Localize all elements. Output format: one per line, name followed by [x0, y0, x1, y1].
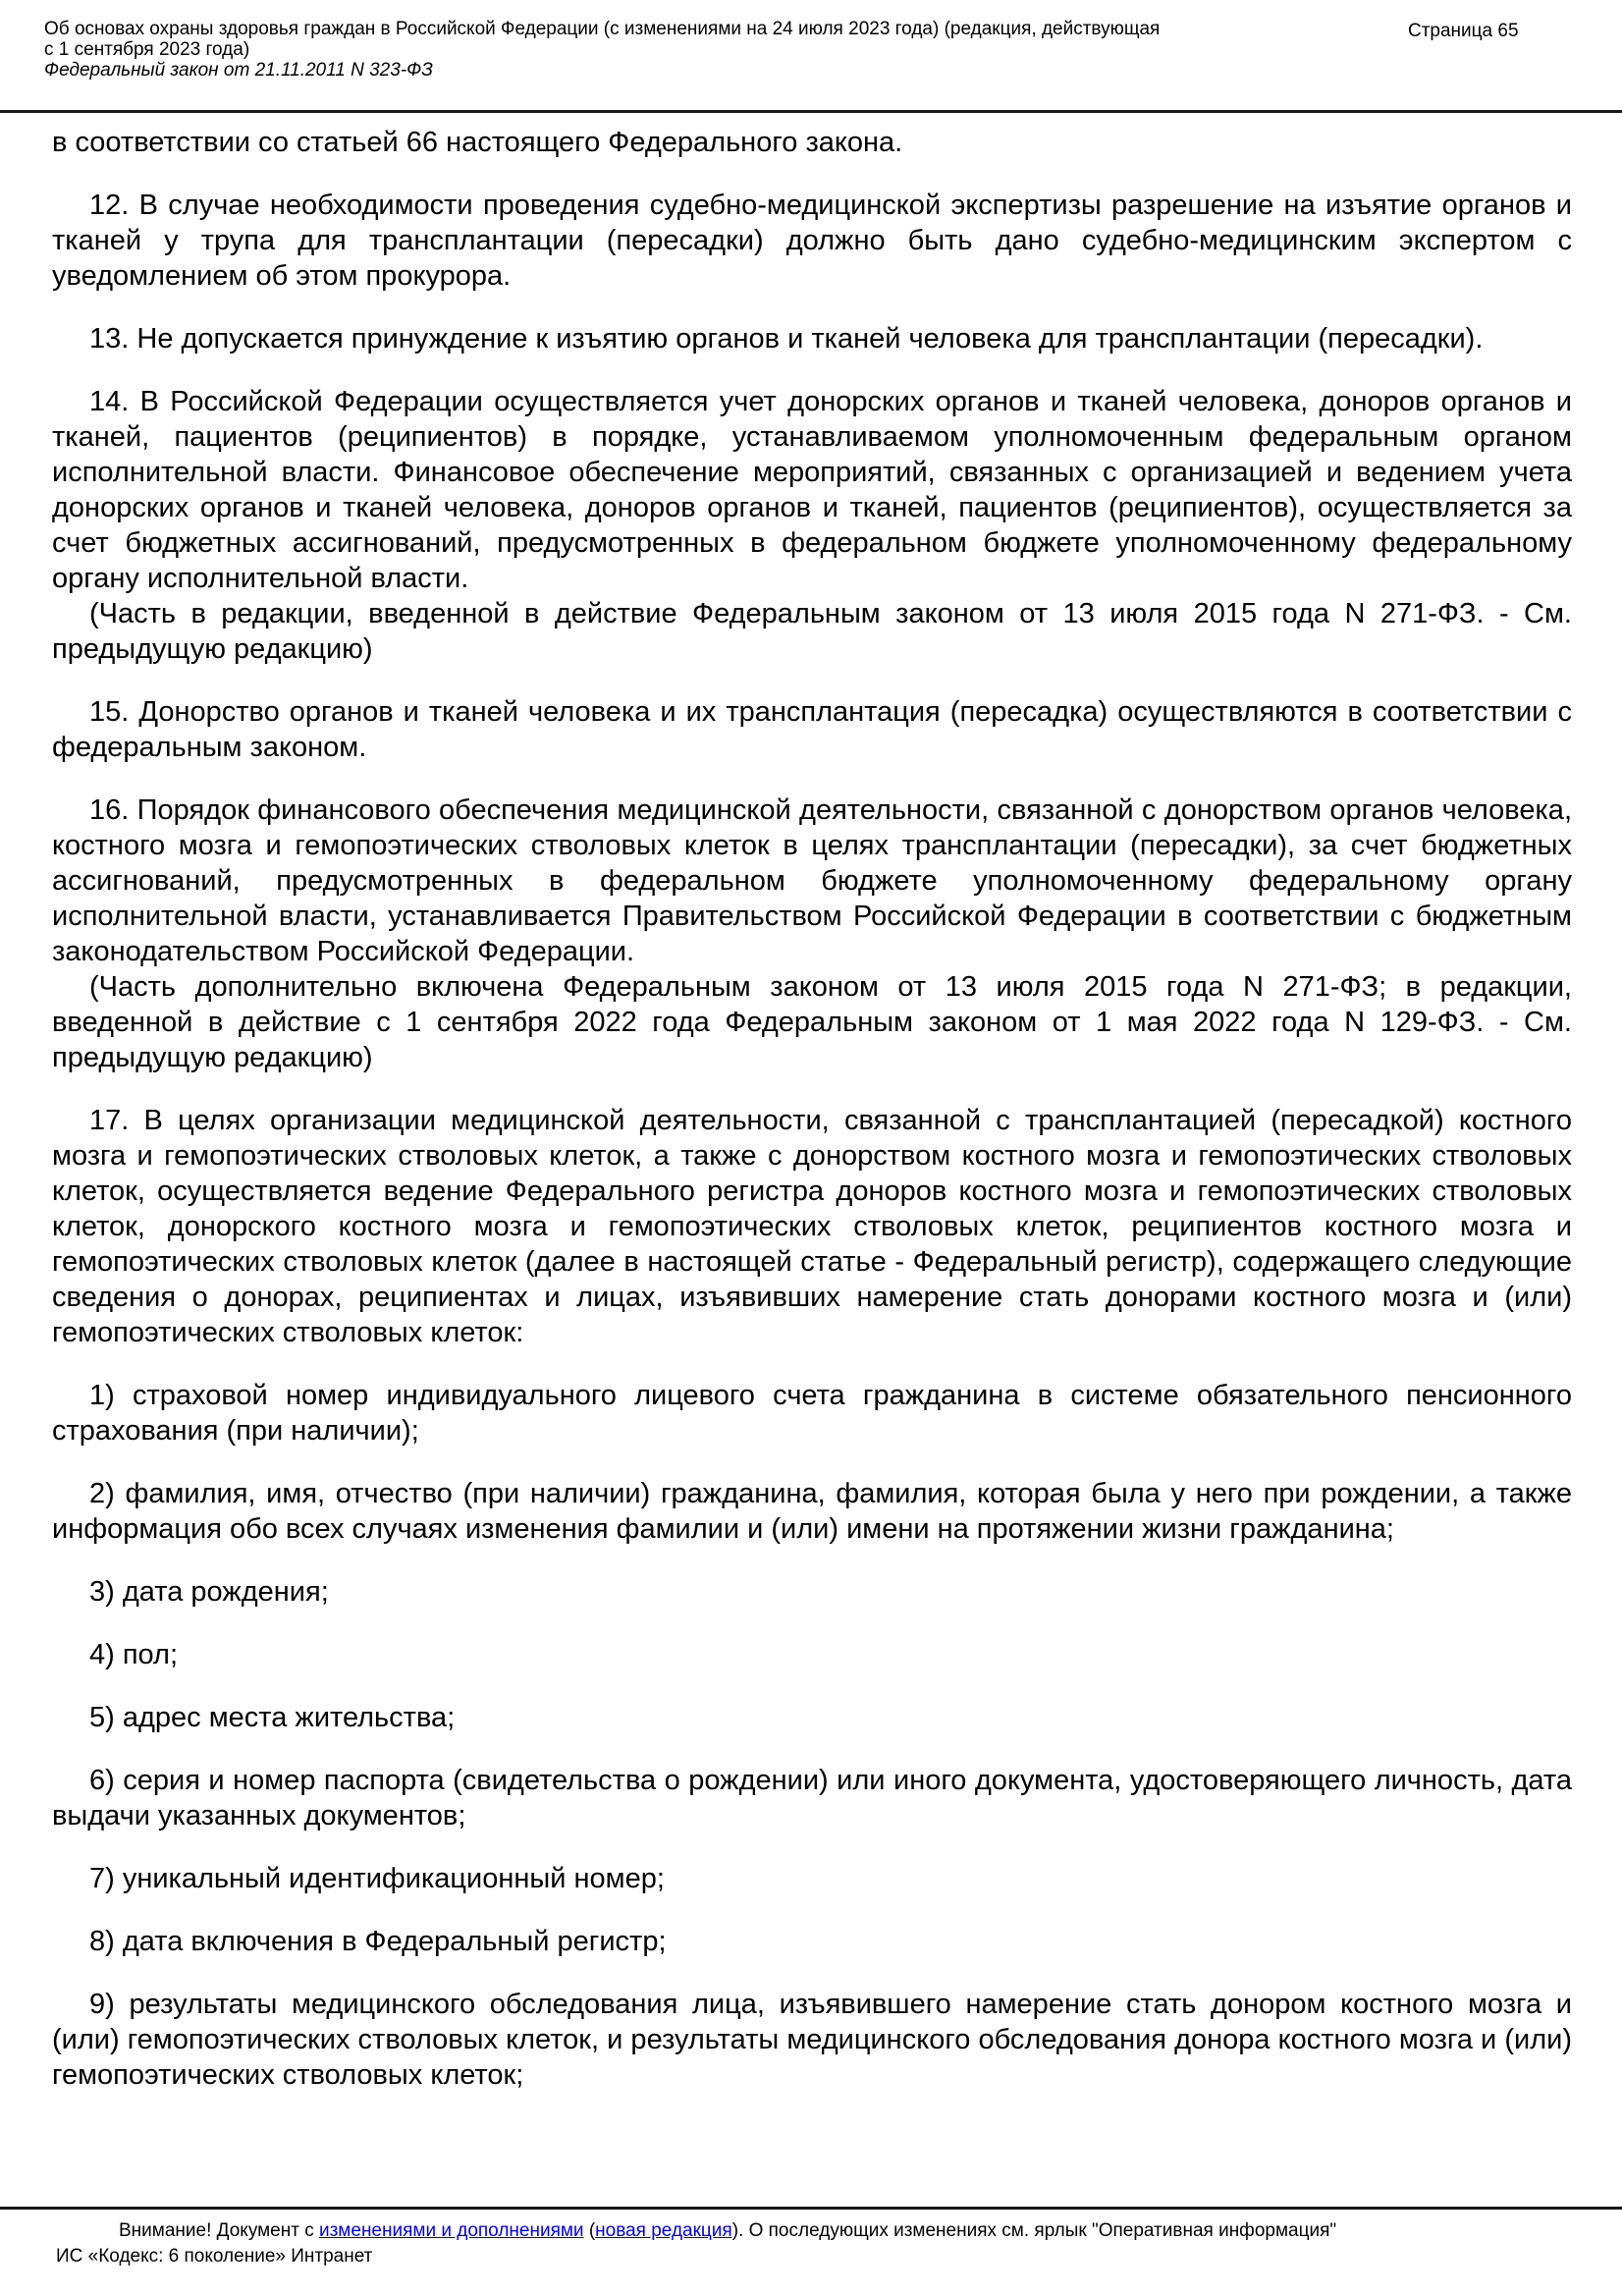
list-item: 6) серия и номер паспорта (свидетельства о рождении) или иного документа, удостоверяющего личность, дата выдачи указанных документов; — [52, 1765, 1572, 1831]
document-header — [44, 19, 1622, 81]
document-subtitle: Федеральный закон от 21.11.2011 N 323-ФЗ — [44, 60, 433, 81]
paragraph: 15. Донорство органов и тканей человека и их трансплантация (пересадка) осуществляются в соответствии с федеральным законом. — [52, 696, 1572, 763]
list-item: 1) страховой номер индивидуального лицевого счета гражданина в системе обязательного пенсионного страхования (при наличии); — [52, 1380, 1572, 1447]
paragraph: 14. В Российской Федерации осуществляется учет донорских органов и тканей человека, доноров органов и тканей, пациентов (реципиентов) в порядке, устанавливаемом уполномоченным федеральным органом исполнительной власти. Финансовое обеспечение мероприятий, связанных с организацией и ведением учета донорских органов и тканей человека, доноров органов и тканей, пациентов (реципиентов), осуществляется за счет бюджетных ассигнований, предусмотренных в федеральном бюджете уполномоченному федеральному органу исполнительной власти. — [52, 386, 1572, 594]
paragraph: 13. Не допускается принуждение к изъятию органов и тканей человека для трансплантации (пересадки). — [89, 323, 1484, 355]
list-item: 3) дата рождения; — [89, 1576, 329, 1608]
new-edition-link[interactable]: новая редакция — [595, 2220, 732, 2241]
footer-divider — [0, 2207, 1622, 2210]
list-item: 7) уникальный идентификационный номер; — [89, 1863, 665, 1894]
paragraph: в соответствии со статьей 66 настоящего Федерального закона. — [52, 127, 903, 158]
document-title-line1: Об основах охраны здоровья граждан в Российской Федерации (с изменениями на 24 июля 2023 года) (редакция, действующая — [44, 19, 1161, 39]
list-item: 5) адрес места жительства; — [89, 1702, 456, 1733]
list-item: 8) дата включения в Федеральный регистр; — [89, 1926, 667, 1957]
paragraph: 12. В случае необходимости проведения судебно-медицинской экспертизы разрешение на изъятие органов и тканей у трупа для трансплантации (пересадки) должно быть дано судебно-медицинским экспертом с уведомлением об этом прокурора. — [52, 190, 1572, 292]
paragraph: 17. В целях организации медицинской деятельности, связанной с трансплантацией (пересадкой) костного мозга и гемопоэтических стволовых клеток, а также с донорством костного мозга и гемопоэтических стволовых клеток, осуществляется ведение Федерального регистра доноров костного мозга и гемопоэтических стволовых клеток, донорского костного мозга и гемопоэтических стволовых клеток, реципиентов костного мозга и гемопоэтических стволовых клеток (далее в настоящей статье - Федеральный регистр), содержащего следующие сведения о донорах, реципиентах и лицах, изъявивших намерение стать донорами костного мозга и (или) гемопоэтических стволовых клеток: — [52, 1105, 1572, 1348]
paragraph: 16. Порядок финансового обеспечения медицинской деятельности, связанной с донорством органов человека, костного мозга и гемопоэтических стволовых клеток в целях трансплантации (пересадки), за счет бюджетных ассигнований, предусмотренных в федеральном бюджете уполномоченному федеральному органу исполнительной власти, устанавливается Правительством Российской Федерации в соответствии с бюджетным законодательством Российской Федерации. — [52, 794, 1572, 967]
paragraph-note: (Часть в редакции, введенной в действие Федеральным законом от 13 июля 2015 года N 271-ФЗ. - См. предыдущую редакцию) — [52, 598, 1572, 665]
document-footer — [56, 2218, 1593, 2269]
document-title-line2: с 1 сентября 2023 года) — [44, 39, 250, 60]
footer-notice-mid: ( — [583, 2220, 596, 2241]
changes-and-additions-link[interactable]: изменениями и дополнениями — [318, 2220, 584, 2241]
paragraph-note: (Часть дополнительно включена Федеральным законом от 13 июля 2015 года N 271-ФЗ; в редакции, введенной в действие с 1 сентября 2022 года Федеральным законом от 1 мая 2022 года N 129-ФЗ. - См. предыдущую редакцию) — [52, 971, 1572, 1073]
footer-notice — [56, 2218, 1593, 2244]
footer-notice-prefix: Внимание! Документ с — [119, 2220, 319, 2241]
footer-system-label: ИС «Кодекс: 6 поколение» Интранет — [56, 2246, 373, 2267]
page-number-label: Страница 65 — [1408, 21, 1519, 41]
document-body — [52, 125, 1572, 2093]
list-item: 4) пол; — [89, 1639, 179, 1670]
footer-notice-suffix: ). О последующих изменениях см. ярлык "Оперативная информация" — [731, 2220, 1337, 2241]
list-item: 9) результаты медицинского обследования лица, изъявившего намерение стать донором костного мозга и (или) гемопоэтических стволовых клеток, и результаты медицинского обследования донора костного мозга и (или) гемопоэтических стволовых клеток; — [52, 1989, 1572, 2091]
header-divider — [0, 110, 1622, 113]
document-title-block — [44, 19, 1365, 81]
list-item: 2) фамилия, имя, отчество (при наличии) гражданина, фамилия, которая была у него при рождении, а также информация обо всех случаях изменения фамилии и (или) имени на протяжении жизни гражданина; — [52, 1478, 1572, 1545]
